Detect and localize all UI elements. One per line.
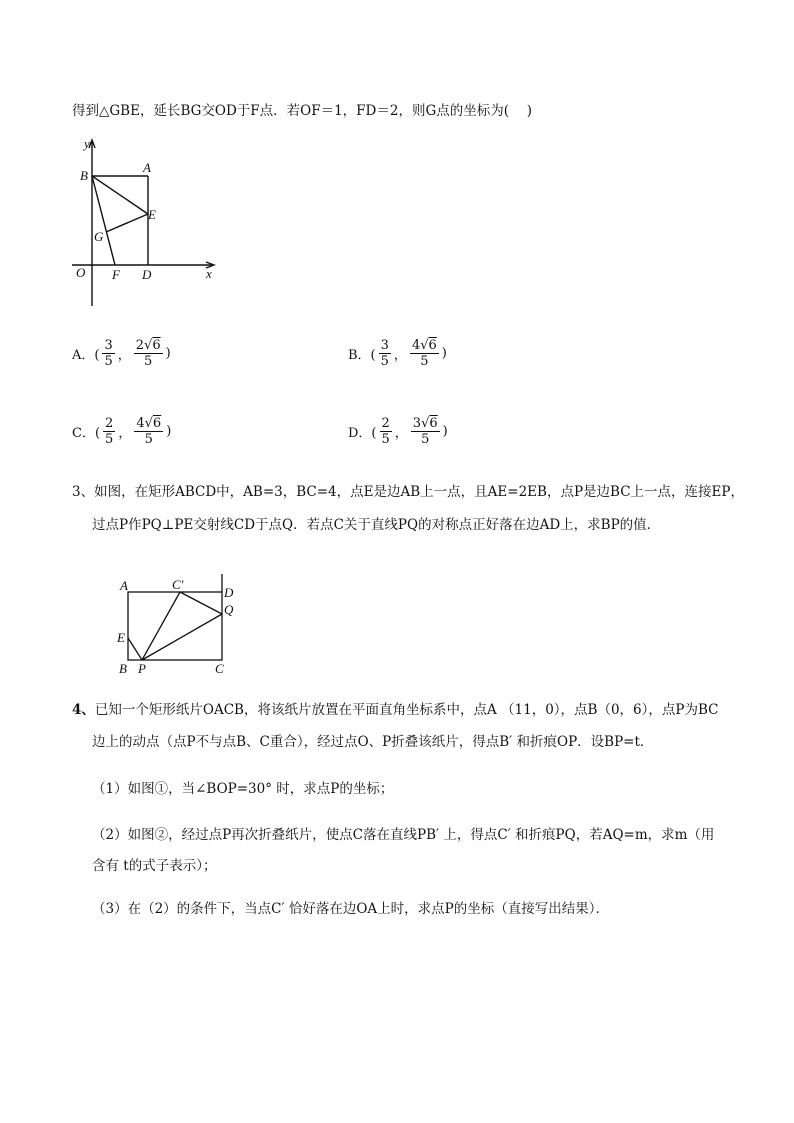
option-A[interactable]: A．( $\frac{3}{5}$ ， $\frac{2√6}{5}$ ) — [72, 338, 171, 369]
label-D: D — [142, 267, 152, 282]
label-B: B — [119, 661, 127, 676]
label-D: D — [224, 585, 234, 600]
q4-sub2b: 含有 t的式子表示）； — [92, 858, 217, 874]
label-G: G — [94, 229, 104, 244]
q4-line2: 边上的动点（点P不与点B、C重合），经过点O、P折叠该纸片，得点B′ 和折痕OP．设BP=t． — [92, 734, 654, 750]
segment-C1Q — [180, 592, 222, 614]
q4-line1: 4、已知一个矩形纸片OACB，将该纸片放置在平面直角坐标系中，点A （11，0），点B（0，6），点P为BC — [72, 702, 719, 718]
segment-GE — [106, 214, 148, 232]
fraction: $\frac{2}{5}$ — [381, 416, 390, 447]
label-B: B — [80, 168, 88, 183]
q3-figure — [110, 574, 250, 678]
label-E: E — [117, 630, 125, 645]
label-P: P — [138, 661, 146, 676]
label-E: E — [148, 207, 156, 222]
option-D[interactable]: D．( $\frac{2}{5}$ ， $\frac{3√6}{5}$ ) — [348, 416, 448, 447]
fraction: $\frac{2√6}{5}$ — [135, 338, 161, 369]
fraction: $\frac{2}{5}$ — [105, 416, 114, 447]
fraction: $\frac{3√6}{5}$ — [412, 416, 438, 447]
fraction: $\frac{3}{5}$ — [104, 338, 113, 369]
segment-EP — [128, 638, 142, 660]
q3-line1: 3、如图，在矩形ABCD中，AB=3，BC=4，点E是边AB上一点，且AE=2EB，点P是边BC上一点，连接EP， — [72, 484, 744, 500]
label-O: O — [76, 265, 86, 280]
option-C[interactable]: C．( $\frac{2}{5}$ ， $\frac{4√6}{5}$ ) — [72, 416, 172, 447]
label-Q: Q — [224, 602, 234, 617]
q2-figure — [70, 136, 220, 311]
fraction: $\frac{4√6}{5}$ — [136, 416, 162, 447]
option-B[interactable]: B．( $\frac{3}{5}$ ， $\frac{4√6}{5}$ ) — [348, 338, 447, 369]
fraction: $\frac{4√6}{5}$ — [411, 338, 437, 369]
label-C-prime: C′ — [172, 577, 184, 592]
label-x: x — [206, 266, 212, 281]
q4-sub3: （3）在（2）的条件下，当点C′ 恰好落在边OA上时，求点P的坐标（直接写出结果）． — [92, 901, 610, 917]
q2-stem: 得到△GBE，延长BG交OD于F点．若OF＝1，FD＝2，则G点的坐标为( ) — [72, 103, 533, 119]
label-A: A — [143, 160, 151, 175]
q3-line2: 过点P作PQ⊥PE交射线CD于点Q．若点C关于直线PQ的对称点正好落在边AD上，求BP的值． — [92, 517, 661, 533]
segment-PQ — [142, 614, 222, 660]
label-A: A — [120, 578, 128, 593]
q4-sub1: （1）如图①，当∠BOP=30° 时，求点P的坐标； — [92, 781, 394, 797]
label-y: y — [84, 136, 90, 151]
q4-sub2a: （2）如图②，经过点P再次折叠纸片，使点C落在直线PB′ 上，得点C′ 和折痕PQ，若AQ=m，求m（用 — [92, 827, 715, 843]
label-C: C — [215, 661, 224, 676]
fraction: $\frac{3}{5}$ — [380, 338, 389, 369]
label-F: F — [112, 267, 120, 282]
